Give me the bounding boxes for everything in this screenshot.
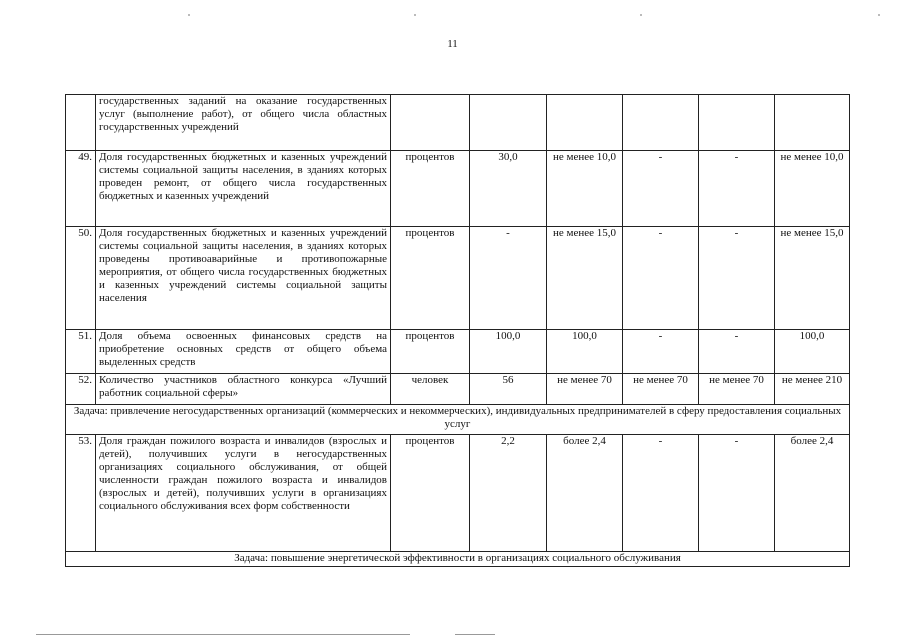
value-cell: не менее 210 (775, 374, 850, 405)
value-cell: 100,0 (470, 330, 547, 374)
indicator-description: государственных заданий на оказание государственных услуг (выполнение работ), от общего числа областных государственных учреждений (96, 95, 391, 151)
value-cell: - (623, 227, 699, 330)
scan-artifact (36, 634, 410, 635)
table-row (66, 151, 850, 227)
value-cell: 100,0 (547, 330, 623, 374)
value-cell (547, 95, 623, 151)
task-heading: Задача: привлечение негосударственных организаций (коммерческих и некоммерческих), индивидуальных предпринимателей в сферу предоставления социальных услуг (66, 405, 850, 435)
indicators-table (65, 94, 850, 567)
value-cell: 56 (470, 374, 547, 405)
value-cell: не менее 70 (547, 374, 623, 405)
unit-cell: человек (391, 374, 470, 405)
task-row (66, 552, 850, 567)
table-row (66, 95, 850, 151)
value-cell: не менее 70 (623, 374, 699, 405)
scan-artifact (188, 14, 190, 16)
scan-artifact (878, 14, 880, 16)
value-cell: - (623, 330, 699, 374)
value-cell: - (623, 151, 699, 227)
scan-artifact (455, 634, 495, 635)
scan-artifact (414, 14, 416, 16)
value-cell: - (699, 151, 775, 227)
value-cell: 100,0 (775, 330, 850, 374)
row-number: 53. (66, 435, 96, 552)
task-heading: Задача: повышение энергетической эффективности в организациях социального обслуживания (66, 552, 850, 567)
value-cell: не менее 15,0 (547, 227, 623, 330)
indicator-description: Количество участников областного конкурса «Лучший работник социальной сферы» (96, 374, 391, 405)
row-number: 49. (66, 151, 96, 227)
indicator-description: Доля государственных бюджетных и казенных учреждений системы социальной защиты населения, в зданиях которых проведены противоаварийные и противопожарные мероприятия, от общего числа государственных бюджетных и казенных учреждений системы социальной защиты населения (96, 227, 391, 330)
value-cell: более 2,4 (547, 435, 623, 552)
value-cell: не менее 15,0 (775, 227, 850, 330)
task-row (66, 405, 850, 435)
row-number (66, 95, 96, 151)
unit-cell: процентов (391, 151, 470, 227)
table-row (66, 330, 850, 374)
page-number: 11 (447, 38, 458, 50)
value-cell: не менее 10,0 (775, 151, 850, 227)
indicator-description: Доля граждан пожилого возраста и инвалидов (взрослых и детей), получивших услуги в негосударственных организациях социального обслуживания, от общей численности граждан пожилого возраста и инвалидов (взрослых и детей), получивших услуги в организациях социального обслуживания всех форм собственности (96, 435, 391, 552)
value-cell: - (699, 330, 775, 374)
unit-cell: процентов (391, 330, 470, 374)
table-row (66, 374, 850, 405)
row-number: 51. (66, 330, 96, 374)
unit-cell: процентов (391, 435, 470, 552)
value-cell: - (470, 227, 547, 330)
value-cell: 2,2 (470, 435, 547, 552)
value-cell: - (623, 435, 699, 552)
table-row (66, 227, 850, 330)
value-cell: - (699, 227, 775, 330)
unit-cell: процентов (391, 227, 470, 330)
unit-cell (391, 95, 470, 151)
value-cell (775, 95, 850, 151)
value-cell: не менее 70 (699, 374, 775, 405)
indicator-description: Доля объема освоенных финансовых средств на приобретение основных средств от общего объема выделенных средств (96, 330, 391, 374)
value-cell: не менее 10,0 (547, 151, 623, 227)
value-cell: 30,0 (470, 151, 547, 227)
value-cell (699, 95, 775, 151)
row-number: 52. (66, 374, 96, 405)
row-number: 50. (66, 227, 96, 330)
indicator-description: Доля государственных бюджетных и казенных учреждений системы социальной защиты населения, в зданиях которых проведен ремонт, от общего числа государственных бюджетных и казенных учреждений (96, 151, 391, 227)
table-row (66, 435, 850, 552)
value-cell (623, 95, 699, 151)
value-cell (470, 95, 547, 151)
value-cell: - (699, 435, 775, 552)
scan-artifact (640, 14, 642, 16)
value-cell: более 2,4 (775, 435, 850, 552)
